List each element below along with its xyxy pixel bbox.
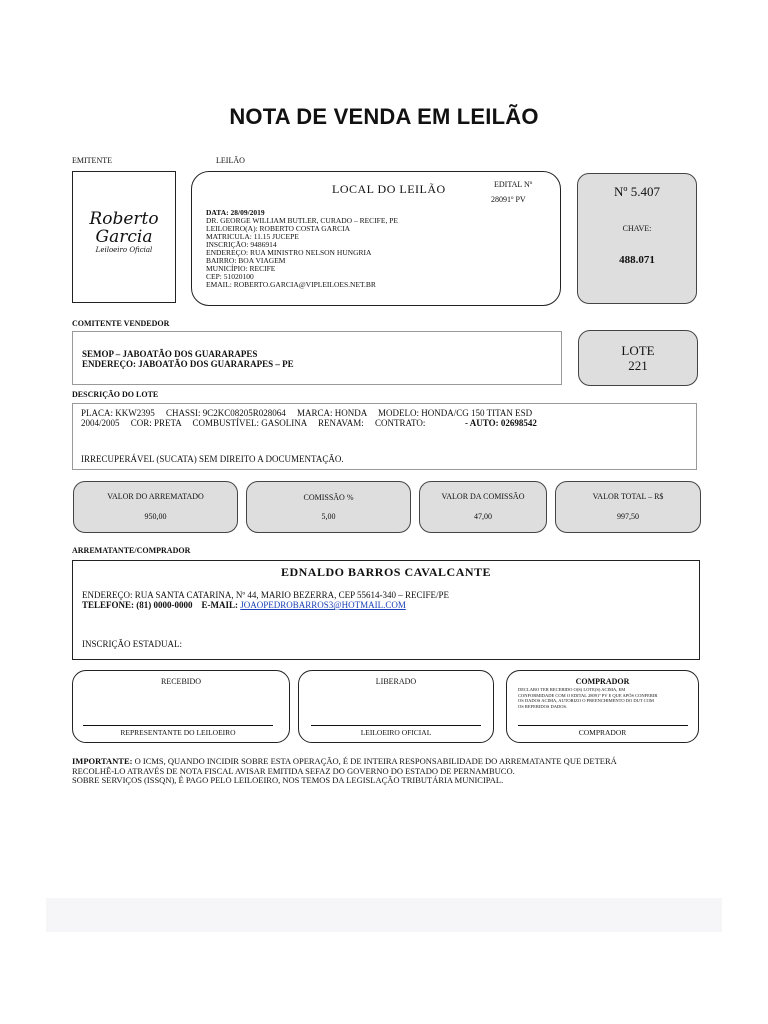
liberado-heading: LIBERADO <box>375 677 417 686</box>
comprador-inscricao: INSCRIÇÃO ESTADUAL: <box>82 639 183 649</box>
local-cep: CEP: 51020100 <box>206 272 254 281</box>
lote-label: LOTE <box>621 343 655 358</box>
valor-total-label: VALOR TOTAL – R$ <box>592 492 664 501</box>
page-title: NOTA DE VENDA EM LEILÃO <box>229 104 539 129</box>
descricao-linha1: PLACA: KKW2395 CHASSI: 9C2KC08205R028064 MARCA: HONDA MODELO: HONDA/CG 150 TITAN ESD <box>81 408 533 418</box>
comprador-assinatura-heading: COMPRADOR <box>575 677 630 686</box>
lote-box <box>578 330 698 386</box>
emitente-label: EMITENTE <box>72 156 112 165</box>
comprador-email-label: E-MAIL: <box>201 600 239 610</box>
descricao-linha3: IRRECUPERÁVEL (SUCATA) SEM DIREITO A DOCUMENTAÇÃO. <box>81 454 344 464</box>
local-municipio: MUNICÍPIO: RECIFE <box>206 264 276 273</box>
local-bairro: BAIRRO: BOA VIAGEM <box>206 256 286 265</box>
arrematante-label: ARREMATANTE/COMPRADOR <box>72 546 191 555</box>
comprador-nome: EDNALDO BARROS CAVALCANTE <box>280 565 492 579</box>
chave-label: CHAVE: <box>622 224 652 233</box>
recebido-signature-line <box>83 725 273 726</box>
valor-comissao-value: 47,00 <box>474 512 492 521</box>
recebido-heading: RECEBIDO <box>161 677 201 686</box>
chave-value: 488.071 <box>619 254 655 266</box>
edital-label: EDITAL Nº <box>494 180 533 189</box>
logo-name-last: Garcia <box>95 227 153 247</box>
footer-band <box>46 898 722 932</box>
comprador-endereco: ENDEREÇO: RUA SANTA CATARINA, Nº 44, MARIO BEZERRA, CEP 55614-340 – RECIFE/PE <box>82 590 450 600</box>
importante-linha1: O ICMS, QUANDO INCIDIR SOBRE ESTA OPERAÇÃO, É DE INTEIRA RESPONSABILIDADE DO ARREMATANTE QUE DETERÁ <box>134 756 617 766</box>
comprador-assinatura-box <box>506 670 699 743</box>
valor-comissao-label: VALOR DA COMISSÃO <box>441 492 525 501</box>
comprador-sign-label: COMPRADOR <box>578 728 627 737</box>
comissao-label: COMISSÃO % <box>303 493 354 502</box>
comitente-endereco: ENDEREÇO: JABOATÃO DOS GUARARAPES – PE <box>82 359 294 369</box>
valor-total-box <box>555 481 701 533</box>
descricao-linha2: 2004/2005 COR: PRETA COMBUSTÍVEL: GASOLINA RENAVAM: CONTRATO: <box>81 418 426 428</box>
importante-block <box>72 757 698 786</box>
valor-arrematado-value: 950,00 <box>144 512 167 521</box>
importante-label: IMPORTANTE: <box>72 756 133 766</box>
valor-total-value: 997,50 <box>617 512 639 521</box>
local-leiloeiro: LEILOEIRO(A): ROBERTO COSTA GARCIA <box>206 224 351 233</box>
liberado-sign-label: LEILOEIRO OFICIAL <box>360 728 432 737</box>
emitente-logo-box <box>72 171 176 303</box>
local-heading: LOCAL DO LEILÃO <box>332 182 446 196</box>
descricao-auto: - AUTO: 02698542 <box>465 418 537 428</box>
local-data: DATA: 28/09/2019 <box>206 208 265 217</box>
liberado-box <box>298 670 494 743</box>
comitente-label: COMITENTE VENDEDOR <box>72 319 170 328</box>
local-inscricao: INSCRIÇÃO: 9486914 <box>206 240 277 249</box>
valor-arrematado-label: VALOR DO ARREMATADO <box>107 492 204 501</box>
local-matricula: MATRICULA: 11.15 JUCEPE <box>206 232 299 241</box>
comprador-signature-line <box>518 725 688 726</box>
comprador-box <box>72 560 700 660</box>
comissao-box <box>246 481 411 533</box>
recebido-sign-label: REPRESENTANTE DO LEILOEIRO <box>120 728 236 737</box>
descricao-label: DESCRIÇÃO DO LOTE <box>72 390 159 399</box>
nota-numero-box <box>577 173 697 304</box>
logo-name-first: Roberto <box>89 209 159 229</box>
local-leilao-box <box>191 171 561 306</box>
comitente-box <box>72 331 562 385</box>
local-email: EMAIL: ROBERTO.GARCIA@VIPLEILOES.NET.BR <box>206 280 376 289</box>
liberado-signature-line <box>311 725 481 726</box>
comprador-telefone: TELEFONE: (81) 0000-0000 <box>82 600 193 610</box>
valor-comissao-box <box>419 481 547 533</box>
importante-linha3: SOBRE SERVIÇOS (ISSQN), É PAGO PELO LEILOEIRO, NOS TEMOS DA LEGISLAÇÃO TRIBUTÁRIA MUNICIPAL. <box>72 775 504 785</box>
nota-numero: Nº 5.407 <box>614 184 660 199</box>
local-endereco: DR. GEORGE WILLIAM BUTLER, CURADO – RECIFE, PE <box>206 216 398 225</box>
edital-value: 28091º PV <box>491 195 526 204</box>
valor-arrematado-box <box>73 481 238 533</box>
descricao-box <box>72 403 697 470</box>
recebido-box <box>72 670 290 743</box>
local-endereco2: ENDEREÇO: RUA MINISTRO NELSON HUNGRIA <box>206 248 372 257</box>
comprador-email-link[interactable]: JOAOPEDROBARROS3@HOTMAIL.COM <box>240 600 406 610</box>
lote-value: 221 <box>628 358 648 373</box>
logo-subtitle: Leiloeiro Oficial <box>95 246 153 254</box>
comitente-nome: SEMOP – JABOATÃO DOS GUARARAPES <box>82 349 258 359</box>
leilao-label: LEILÃO <box>216 156 245 165</box>
comissao-value: 5,00 <box>321 512 336 521</box>
comprador-declaracao: DECLARO TER RECEBIDO O(S) LOTE(S) ACIMA, EM CONFORMIDADE COM O EDITAL 28091º PV E QUE APÓS CONFERIR OS DADOS ACIMA, AUTORIZO O PREENCHIMENTO DO DUT COM OS REFERIDOS DADOS. <box>518 687 658 709</box>
importante-linha2: RECOLHÊ-LO ATRAVÉS DE NOTA FISCAL AVISAR EMITIDA SEFAZ DO GOVERNO DO ESTADO DE PERNAMBUCO. <box>72 765 515 776</box>
